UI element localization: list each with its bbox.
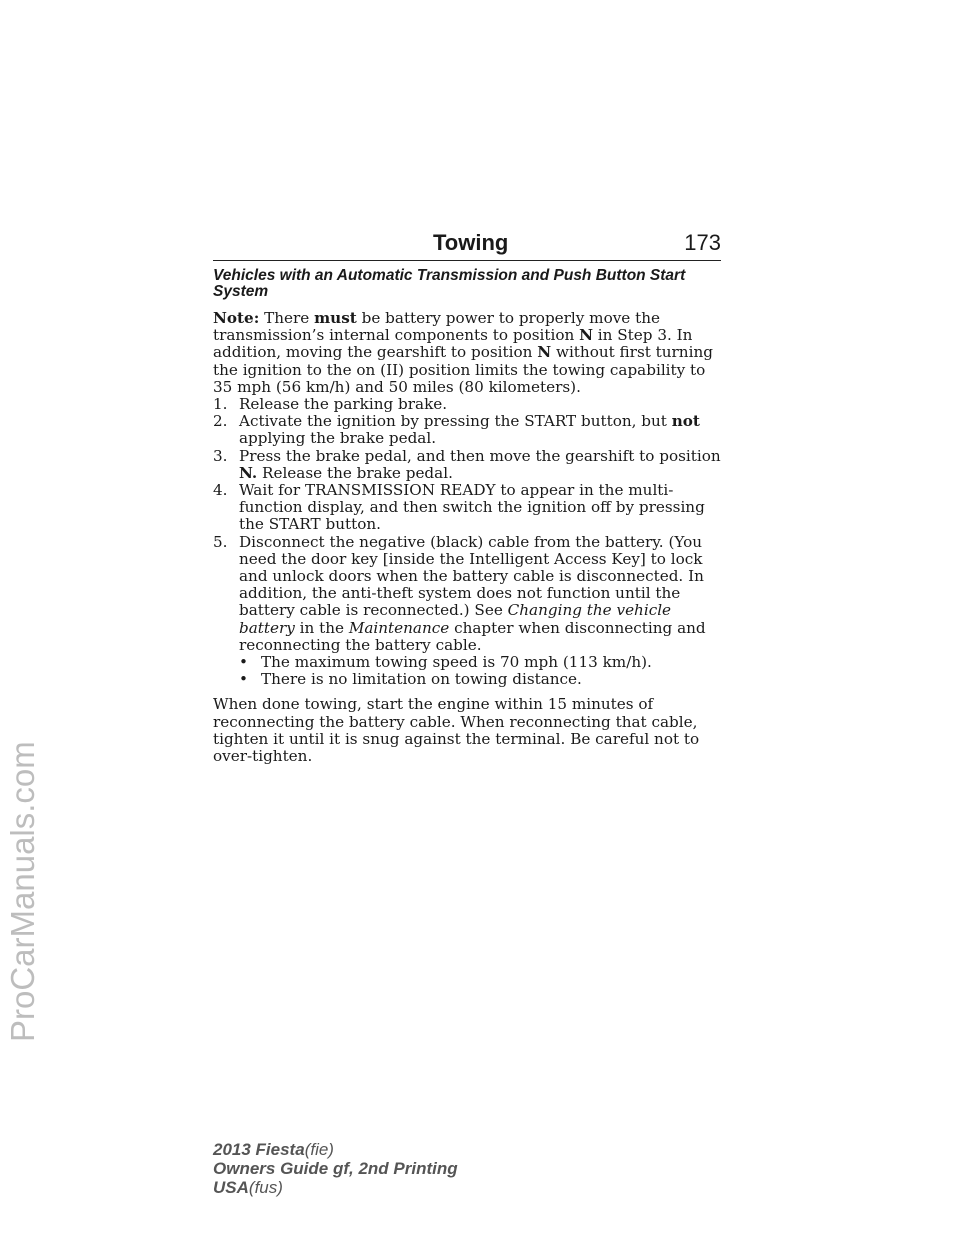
step-text: Wait for TRANSMISSION READY to appear in the multi-function display, and then switch the ignition off by pressing the START button.: [239, 481, 705, 534]
step-text: in the: [294, 618, 349, 637]
footer-market: USA: [213, 1178, 249, 1197]
step-item: [213, 448, 725, 482]
step-number: 2.: [213, 412, 228, 431]
step-emphasis: not: [671, 412, 700, 431]
bullet-symbol: •: [239, 653, 248, 672]
cross-reference: Changing the vehicle battery: [239, 601, 672, 637]
watermark: ProCarManuals.com: [4, 741, 41, 1042]
step-text: Release the brake pedal.: [257, 463, 453, 482]
bullet-symbol: •: [239, 670, 248, 689]
step-emphasis: N.: [239, 463, 258, 482]
step-item: [213, 396, 725, 413]
footer-model-code: (fie): [304, 1140, 334, 1159]
bullet-text: There is no limitation on towing distance.: [261, 670, 582, 689]
note-text: be battery power to properly move the transmission’s internal components to position: [213, 309, 660, 345]
note-text: without first turning the ignition to the on (II) position limits the towing capability to 35 mph (56 km/h) and 50 miles (80 kilometers).: [213, 343, 713, 396]
step-number: 3.: [213, 446, 228, 465]
gear-position: N: [579, 326, 593, 345]
bullet-text: The maximum towing speed is 70 mph (113 km/h).: [261, 653, 652, 672]
step-number: 4.: [213, 481, 228, 500]
step-text: applying the brake pedal.: [239, 429, 437, 448]
footer-model-line: [213, 1140, 458, 1159]
note-emphasis: must: [314, 309, 357, 327]
step-item: [213, 413, 725, 447]
note-paragraph: [213, 310, 725, 396]
page-number: 173: [684, 230, 721, 255]
chapter-title: Towing: [433, 230, 509, 255]
bullet-item: [239, 654, 725, 671]
note-label: Note:: [213, 309, 260, 327]
page-footer: [213, 1140, 458, 1197]
footer-guide-line: Owners Guide gf, 2nd Printing: [213, 1159, 458, 1178]
page-content: [213, 268, 725, 765]
gear-position: N: [537, 343, 552, 362]
section-heading: Vehicles with an Automatic Transmission and Push Button Start System: [213, 267, 686, 300]
steps-list: [213, 396, 725, 688]
step-text: Release the parking brake.: [239, 395, 448, 414]
footer-model: 2013 Fiesta: [213, 1140, 305, 1159]
step-number: 1.: [213, 395, 228, 414]
cross-reference: Maintenance: [348, 618, 450, 637]
step-number: 5.: [213, 532, 228, 551]
footer-market-line: [213, 1178, 458, 1197]
step-item: [213, 534, 725, 689]
closing-paragraph: When done towing, start the engine within 15 minutes of reconnecting the battery cable. When reconnecting that cable, tighten it until it is snug against the terminal. Be careful not to over-tighten.: [213, 695, 700, 766]
note-text: in Step 3. In addition, moving the gearshift to position: [213, 326, 693, 362]
step-text: Activate the ignition by pressing the START button, but: [239, 412, 672, 431]
bullet-item: [239, 671, 725, 688]
step-item: [213, 482, 725, 534]
step-text: Press the brake pedal, and then move the gearshift to position: [239, 446, 721, 465]
note-text: There: [259, 309, 315, 327]
step-text: Disconnect the negative (black) cable from the battery. (You need the door key [inside the Intelligent Access Key] to lock and unlock doors when the battery cable is disconnected. In addition, the anti-theft system does not function until the battery cable is reconnected.) See: [239, 532, 704, 620]
page-header: [213, 228, 721, 261]
step-text: chapter when disconnecting and reconnecting the battery cable.: [239, 618, 706, 654]
footer-market-code: (fus): [248, 1178, 283, 1197]
bullet-list: [239, 654, 725, 688]
